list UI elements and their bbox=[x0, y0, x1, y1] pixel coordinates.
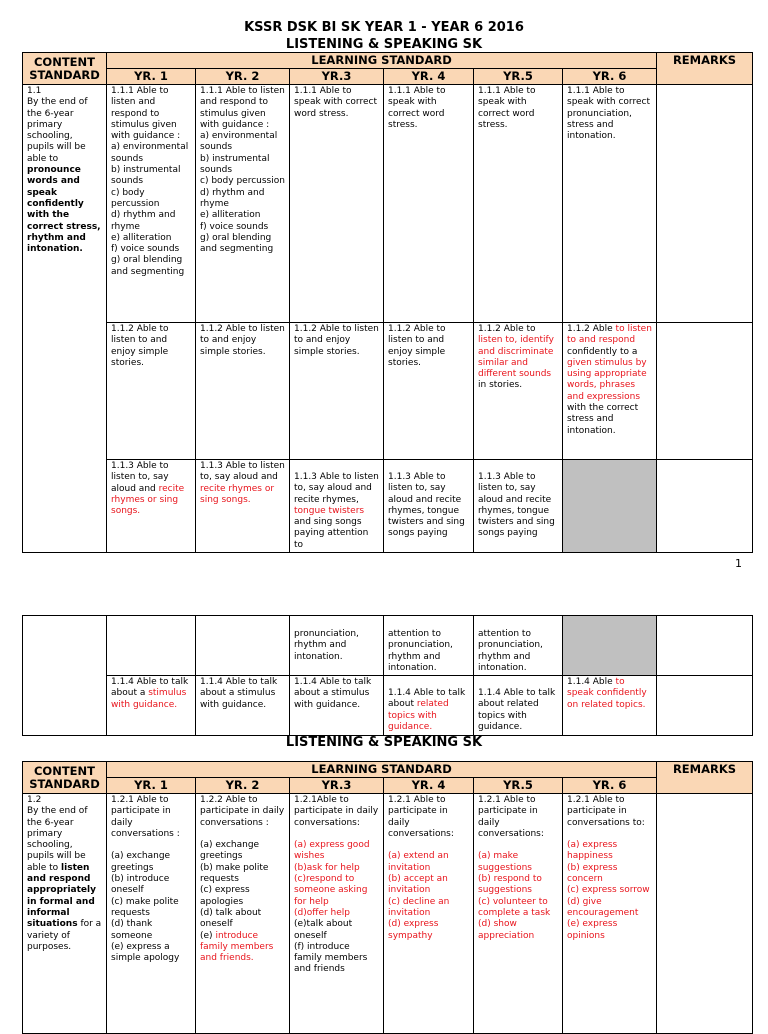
ls-1-1-3-yr4: 1.1.3 Able to listen to, say aloud and recite rhymes, tongue twisters and sing songs paying bbox=[384, 460, 474, 553]
empty-cell bbox=[196, 616, 290, 676]
ls-1-1-4-yr3: 1.1.4 Able to talk about a stimulus with guidance. bbox=[290, 676, 384, 736]
ls-1-1-3-yr3: 1.1.3 Able to listen to, say aloud and recite rhymes, tongue twisters and sing songs paying attention to bbox=[290, 460, 384, 553]
standards-table-2 bbox=[22, 761, 753, 1034]
year-header: YR.5 bbox=[474, 778, 563, 794]
standards-table-1-continued bbox=[22, 615, 753, 736]
learning-standard-header: LEARNING STANDARD bbox=[107, 53, 657, 69]
ls-1-1-1-yr6: 1.1.1 Able to speak with correct pronunciation, stress and intonation. bbox=[563, 85, 657, 323]
remarks-header: REMARKS bbox=[657, 53, 753, 85]
ls-1-2-1-yr5: 1.2.1 Able to participate in daily conversations: (a) make suggestions (b) respond to suggestions (c) volunteer to complete a task (d) show appreciation bbox=[474, 794, 563, 1034]
year-header: YR. 6 bbox=[563, 69, 657, 85]
remarks-cell bbox=[657, 323, 753, 460]
ls-1-1-1-yr5: 1.1.1 Able to speak with correct word stress. bbox=[474, 85, 563, 323]
document-title: KSSR DSK BI SK YEAR 1 - YEAR 6 2016 bbox=[244, 20, 524, 35]
ls-1-1-3-yr4-cont: attention to pronunciation, rhythm and intonation. bbox=[384, 616, 474, 676]
ls-1-1-4-yr4: 1.1.4 Able to talk about related topics with guidance. bbox=[384, 676, 474, 736]
ls-1-1-4-yr5: 1.1.4 Able to talk about related topics with guidance. bbox=[474, 676, 563, 736]
section-title: LISTENING & SPEAKING SK bbox=[285, 37, 483, 52]
shaded-cell bbox=[563, 616, 657, 676]
year-header: YR.3 bbox=[290, 778, 384, 794]
ls-1-1-4-yr2: 1.1.4 Able to talk about a stimulus with guidance. bbox=[196, 676, 290, 736]
remarks-cell bbox=[657, 460, 753, 553]
ls-1-2-1-yr4: 1.2.1 Able to participate in daily conversations: (a) extend an invitation (b) accept an invitation (c) decline an invitation (d) express sympathy bbox=[384, 794, 474, 1034]
ls-1-1-2-yr6: 1.1.2 Able to listen to and respond confidently to a given stimulus by using appropriate words, phrases and expressions with the correct stress and intonation. bbox=[563, 323, 657, 460]
standards-table-1 bbox=[22, 52, 753, 553]
year-header: YR. 2 bbox=[196, 69, 290, 85]
content-standard-header: CONTENT STANDARD bbox=[23, 53, 107, 85]
year-header: YR.3 bbox=[290, 69, 384, 85]
year-header: YR. 2 bbox=[196, 778, 290, 794]
year-header: YR. 1 bbox=[107, 69, 196, 85]
empty-cell bbox=[107, 616, 196, 676]
year-header: YR. 1 bbox=[107, 778, 196, 794]
shaded-cell bbox=[563, 460, 657, 553]
ls-1-1-1-yr1: 1.1.1 Able to listen and respond to stimulus given with guidance : a) environmental sounds b) instrumental sounds c) body percussion d) rhythm and rhyme e) alliteration f) voice sounds g) oral blending and segmenting bbox=[107, 85, 196, 323]
ls-1-1-1-yr2: 1.1.1 Able to listen and respond to stimulus given with guidance : a) environmental sounds b) instrumental sounds c) body percussion d) rhythm and rhyme e) alliteration f) voice sounds g) oral blending and segmenting bbox=[196, 85, 290, 323]
content-standard-1-1: 1.1 By the end of the 6-year primary schooling, pupils will be able to pronounce words and speak confidently with the correct stress, rhythm and intonation. bbox=[23, 85, 107, 553]
remarks-cell bbox=[657, 616, 753, 676]
ls-1-2-2-yr2: 1.2.2 Able to participate in daily conversations : (a) exchange greetings (b) make polite requests (c) express apologies (d) talk about oneself (e) introduce family members and friends. bbox=[196, 794, 290, 1034]
ls-1-1-2-yr4: 1.1.2 Able to listen to and enjoy simple stories. bbox=[384, 323, 474, 460]
remarks-cell bbox=[657, 676, 753, 736]
content-standard-continued bbox=[23, 616, 107, 736]
ls-1-1-2-yr1: 1.1.2 Able to listen to and enjoy simple stories. bbox=[107, 323, 196, 460]
ls-1-1-2-yr3: 1.1.2 Able to listen to and enjoy simple stories. bbox=[290, 323, 384, 460]
section-title: LISTENING & SPEAKING SK bbox=[285, 735, 483, 750]
page-number: 1 bbox=[735, 557, 742, 570]
ls-1-1-3-yr2: 1.1.3 Able to listen to, say aloud and recite rhymes or sing songs. bbox=[196, 460, 290, 553]
year-header: YR.5 bbox=[474, 69, 563, 85]
ls-1-1-1-yr3: 1.1.1 Able to speak with correct word stress. bbox=[290, 85, 384, 323]
learning-standard-header: LEARNING STANDARD bbox=[107, 762, 657, 778]
remarks-cell bbox=[657, 794, 753, 1034]
ls-1-1-4-yr6: 1.1.4 Able to speak confidently on related topics. bbox=[563, 676, 657, 736]
ls-1-1-3-yr5-cont: attention to pronunciation, rhythm and intonation. bbox=[474, 616, 563, 676]
content-standard-1-2: 1.2 By the end of the 6-year primary schooling, pupils will be able to listen and respond appropriately in formal and informal situations for a variety of purposes. bbox=[23, 794, 107, 1034]
ls-1-1-2-yr2: 1.1.2 Able to listen to and enjoy simple stories. bbox=[196, 323, 290, 460]
ls-1-1-1-yr4: 1.1.1 Able to speak with correct word stress. bbox=[384, 85, 474, 323]
ls-1-2-1-yr3: 1.2.1Able to participate in daily conversations: (a) express good wishes (b)ask for help (c)respond to someone asking for help (d)offer help (e)talk about oneself (f) introduce family members and friends bbox=[290, 794, 384, 1034]
year-header: YR. 4 bbox=[384, 69, 474, 85]
year-header: YR. 4 bbox=[384, 778, 474, 794]
ls-1-1-3-yr1: 1.1.3 Able to listen to, say aloud and recite rhymes or sing songs. bbox=[107, 460, 196, 553]
ls-1-1-4-yr1: 1.1.4 Able to talk about a stimulus with guidance. bbox=[107, 676, 196, 736]
remarks-cell bbox=[657, 85, 753, 323]
remarks-header: REMARKS bbox=[657, 762, 753, 794]
ls-1-1-3-yr3-cont: pronunciation, rhythm and intonation. bbox=[290, 616, 384, 676]
year-header: YR. 6 bbox=[563, 778, 657, 794]
ls-1-1-2-yr5: 1.1.2 Able to listen to, identify and discriminate similar and different sounds in stories. bbox=[474, 323, 563, 460]
content-standard-header: CONTENT STANDARD bbox=[23, 762, 107, 794]
ls-1-2-1-yr6: 1.2.1 Able to participate in conversations to: (a) express happiness (b) express concern (c) express sorrow (d) give encouragement (e) express opinions bbox=[563, 794, 657, 1034]
ls-1-1-3-yr5: 1.1.3 Able to listen to, say aloud and recite rhymes, tongue twisters and sing songs paying bbox=[474, 460, 563, 553]
ls-1-2-1-yr1: 1.2.1 Able to participate in daily conversations : (a) exchange greetings (b) introduce oneself (c) make polite requests (d) thank someone (e) express a simple apology bbox=[107, 794, 196, 1034]
